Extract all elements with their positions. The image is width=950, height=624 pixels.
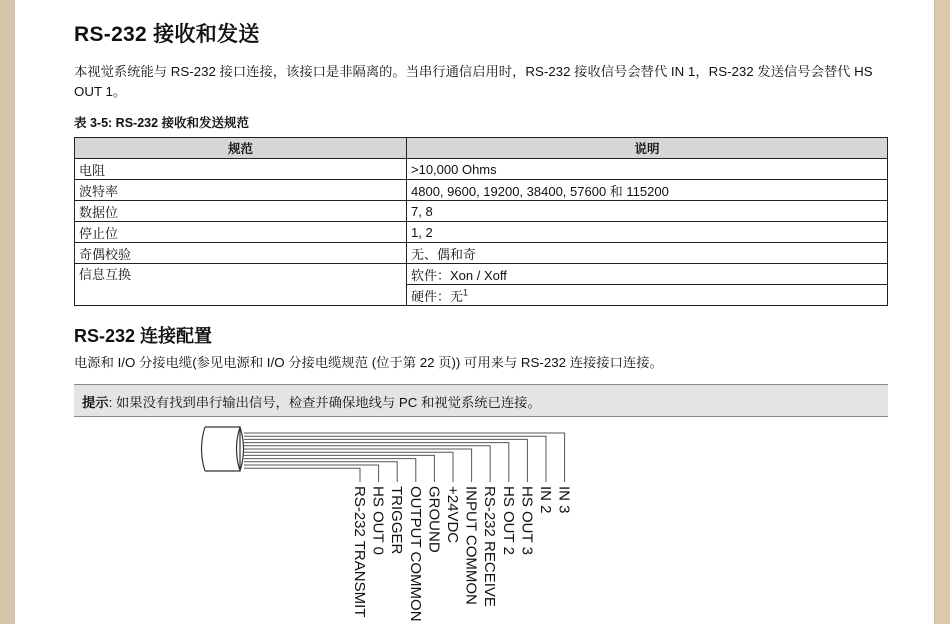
wire-label: GROUND — [425, 486, 443, 553]
wire-label: IN 3 — [555, 486, 573, 514]
row-value: 7, 8 — [407, 201, 888, 222]
row-label: 波特率 — [75, 180, 407, 201]
hardware-text: 硬件：无 — [411, 288, 464, 304]
footnote-marker: 1 — [463, 287, 469, 298]
note-label: 提示 — [82, 395, 109, 410]
row-label: 数据位 — [75, 201, 407, 222]
row-value-software: 软件：Xon / Xoff — [407, 264, 888, 285]
wire-label: RS-232 TRANSMIT — [351, 486, 368, 618]
wire-label: INPUT COMMON — [462, 486, 480, 605]
wire-label: +24VDC — [444, 486, 461, 544]
wire-label: IN 2 — [537, 486, 554, 514]
row-value: 4800, 9600, 19200, 38400, 57600 和 115200 — [407, 180, 888, 201]
row-label: 奇偶校验 — [75, 243, 407, 264]
wire-line — [244, 433, 565, 482]
table-caption: 表 3-5: RS-232 接收和发送规范 — [74, 116, 250, 130]
header-desc: 说明 — [407, 138, 888, 159]
cable-end-left — [202, 427, 206, 471]
row-label: 停止位 — [75, 222, 407, 243]
wire-lines — [244, 433, 565, 482]
wire-line — [244, 465, 379, 482]
wire-label: HS OUT 3 — [518, 486, 536, 555]
note-text: : 如果没有找到串行输出信号，检查并确保地线与 PC 和视觉系统已连接。 — [108, 395, 541, 410]
wire-line — [244, 452, 453, 482]
wire-label: HS OUT 2 — [499, 486, 517, 555]
intro-paragraph: 本视觉系统能与 RS-232 接口连接，该接口是非隔离的。当串行通信启用时，RS-232 接收信号会替代 IN 1，RS-232 发送信号会替代 HS OUT 1。 — [74, 64, 873, 99]
wire-line — [244, 468, 360, 482]
config-title: RS-232 连接配置 — [74, 326, 213, 346]
section-title: RS-232 接收和发送 — [74, 23, 260, 46]
row-label: 电阻 — [75, 159, 407, 180]
row-value: >10,000 Ohms — [407, 159, 888, 180]
row-value: 无、偶和奇 — [407, 243, 888, 264]
wire-label: TRIGGER — [388, 486, 406, 555]
wire-labels — [351, 486, 573, 622]
config-paragraph: 电源和 I/O 分接电缆(参见电源和 I/O 分接电缆规范 (位于第 22 页)) 可用来与 RS-232 连接接口连接。 — [74, 355, 663, 370]
cable-jacket — [205, 427, 240, 471]
header-spec: 规范 — [75, 138, 407, 159]
row-value: 1, 2 — [407, 222, 888, 243]
wire-label: RS-232 RECEIVE — [481, 486, 499, 607]
wire-label: HS OUT 0 — [369, 486, 387, 555]
row-label-handshake: 信息互换 — [75, 264, 407, 306]
wire-label: OUTPUT COMMON — [406, 486, 424, 622]
